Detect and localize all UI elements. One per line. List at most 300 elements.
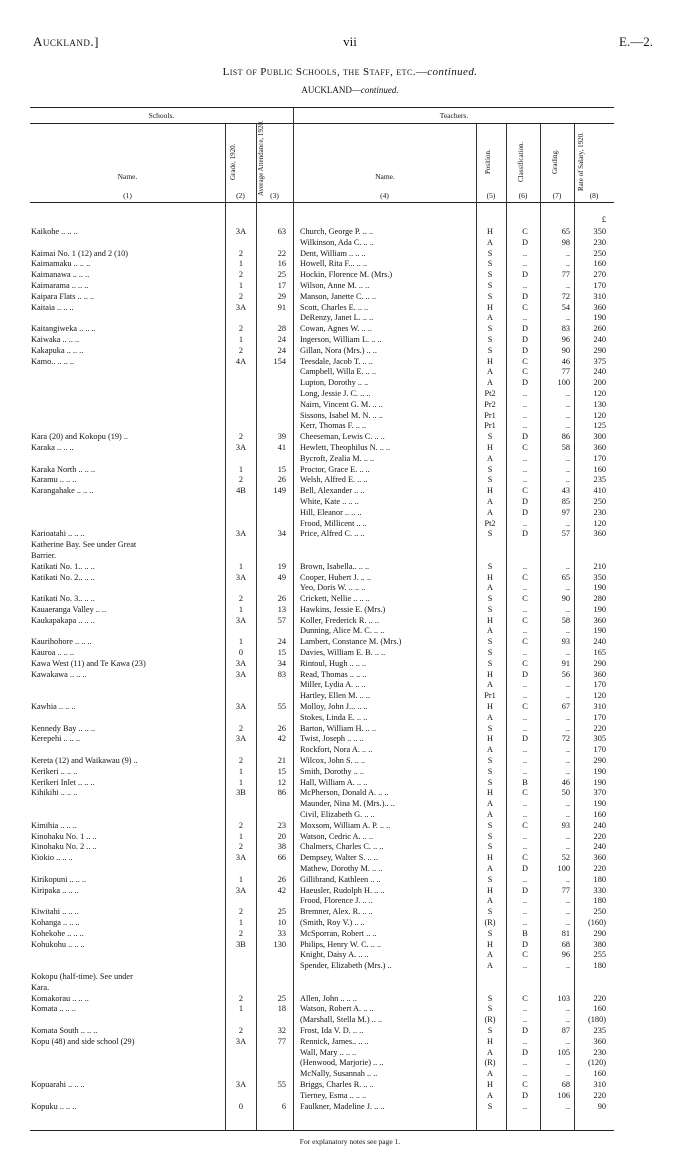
table-row xyxy=(0,691,700,702)
position-cell: H xyxy=(487,356,493,366)
salary-cell: 240 xyxy=(593,842,606,852)
table-row xyxy=(0,432,700,443)
salary-cell: 360 xyxy=(593,442,606,452)
grading-cell: 52 xyxy=(561,853,570,863)
col-number: (5) xyxy=(486,191,496,200)
teacher-name-cell: Frost, Ida V. D. .. .. xyxy=(300,1025,364,1035)
grading-cell: 100 xyxy=(557,864,570,874)
teacher-name-cell: Proctor, Grace E. .. .. xyxy=(300,464,370,474)
grading-cell: .. xyxy=(565,410,570,420)
position-cell: Pr1 xyxy=(484,410,496,420)
salary-cell: 130 xyxy=(593,399,606,409)
salary-cell: 220 xyxy=(593,1090,606,1100)
school-name-cell: Kaimai No. 1 (12) and 2 (10) xyxy=(31,248,129,258)
grading-cell: 57 xyxy=(561,529,570,539)
table-row xyxy=(0,961,700,972)
attendance-cell: 26 xyxy=(277,874,286,884)
title-cont: continued. xyxy=(427,66,478,78)
attendance-cell: 66 xyxy=(277,853,286,863)
attendance-cell: 16 xyxy=(277,259,286,269)
classification-cell: .. xyxy=(522,1015,528,1025)
position-cell: H xyxy=(487,486,493,496)
grade-cell: 1 xyxy=(238,259,244,269)
header-bottom-rule xyxy=(30,202,614,203)
grade-cell: 3A xyxy=(235,1079,247,1089)
school-name-cell: Kaitangiweka .. .. .. xyxy=(31,324,96,334)
position-cell: Pt2 xyxy=(484,388,496,398)
grading-cell: .. xyxy=(565,842,570,852)
classification-cell: .. xyxy=(522,518,528,528)
table-row xyxy=(0,1091,700,1102)
group-schools: Schools. xyxy=(148,111,175,120)
classification-cell: .. xyxy=(522,799,528,809)
school-name-cell: Katikati No. 1.. .. .. xyxy=(31,561,95,571)
position-cell: A xyxy=(487,237,493,247)
col-number: (7) xyxy=(552,191,562,200)
table-row xyxy=(0,1080,700,1091)
table-row xyxy=(0,562,700,573)
col-number: (2) xyxy=(236,191,245,200)
table-row xyxy=(0,648,700,659)
teacher-name-cell: McSporran, Robert .. .. xyxy=(300,928,377,938)
salary-cell: 170 xyxy=(593,745,606,755)
table-row xyxy=(0,594,700,605)
classification-cell: C xyxy=(522,788,528,798)
attendance-cell: 26 xyxy=(277,723,286,733)
attendance-cell: 15 xyxy=(277,766,286,776)
salary-cell: 350 xyxy=(593,227,606,236)
col-number: (4) xyxy=(380,191,389,200)
salary-cell: 360 xyxy=(593,529,606,539)
position-cell: A xyxy=(487,712,493,722)
position-cell: A xyxy=(487,453,493,463)
attendance-cell: 15 xyxy=(277,648,286,658)
salary-cell: 210 xyxy=(593,561,606,571)
attendance-cell: 6 xyxy=(281,1101,286,1111)
classification-cell: D xyxy=(522,1025,528,1035)
attendance-cell: 83 xyxy=(277,669,286,679)
salary-cell: 180 xyxy=(593,874,606,884)
classification-cell: D xyxy=(522,1047,528,1057)
position-cell: A xyxy=(487,680,493,690)
teacher-name-cell: Wilcox, John S. .. .. xyxy=(300,756,366,766)
classification-cell: .. xyxy=(522,388,528,398)
position-cell: H xyxy=(487,227,493,236)
table-row xyxy=(0,411,700,422)
attendance-cell: 38 xyxy=(277,842,286,852)
grade-cell: 3A xyxy=(235,529,247,539)
classification-cell: D xyxy=(522,334,528,344)
table-row xyxy=(0,1037,700,1048)
position-cell: A xyxy=(487,961,493,971)
salary-cell: 360 xyxy=(593,615,606,625)
salary-cell: 160 xyxy=(593,464,606,474)
attendance-cell: 12 xyxy=(277,777,286,787)
table-row xyxy=(0,227,700,238)
position-cell: S xyxy=(487,842,493,852)
table-row xyxy=(0,270,700,281)
teacher-name-cell: Lambert, Constance M. (Mrs.) xyxy=(300,637,402,647)
grading-cell: 86 xyxy=(561,432,570,442)
grading-cell: .. xyxy=(565,896,570,906)
school-name-cell: Kohukohu .. .. .. xyxy=(31,939,85,949)
salary-cell: 190 xyxy=(593,313,606,323)
teacher-name-cell: Tierney, Esma .. .. .. xyxy=(300,1090,367,1100)
table-row xyxy=(0,929,700,940)
classification-cell: D xyxy=(522,291,528,301)
classification-cell: .. xyxy=(522,648,528,658)
table-row xyxy=(0,249,700,260)
grading-cell: 65 xyxy=(561,572,570,582)
table-row xyxy=(0,529,700,540)
position-cell: S xyxy=(487,907,493,917)
classification-cell: .. xyxy=(522,712,528,722)
classification-cell: C xyxy=(522,820,528,830)
teacher-name-cell: Wilkinson, Ada C. .. .. xyxy=(300,237,374,247)
teacher-name-cell: Dent, William .. .. .. xyxy=(300,248,366,258)
grade-cell: 3A xyxy=(235,885,247,895)
teacher-name-cell: Cheeseman, Lewis C. .. .. xyxy=(300,432,385,442)
grade-cell: 3A xyxy=(235,302,247,312)
grading-cell: .. xyxy=(565,766,570,776)
position-cell: A xyxy=(487,745,493,755)
table-row xyxy=(0,1004,700,1015)
classification-cell: D xyxy=(522,885,528,895)
grading-cell: 93 xyxy=(561,820,570,830)
table-row xyxy=(0,454,700,465)
grading-cell: .. xyxy=(565,907,570,917)
table-row xyxy=(0,821,700,832)
position-cell: S xyxy=(487,345,493,355)
school-name-cell: Katikati No. 2.. .. .. xyxy=(31,572,95,582)
teacher-name-cell: Cowan, Agnes W. .. .. xyxy=(300,324,372,334)
table-row xyxy=(0,1069,700,1080)
col-number: (3) xyxy=(270,191,279,200)
salary-cell: 190 xyxy=(593,583,606,593)
page-subtitle xyxy=(0,85,700,95)
grading-cell: 43 xyxy=(561,486,570,496)
grade-cell: 3A xyxy=(235,658,247,668)
position-cell: S xyxy=(487,529,493,539)
grade-cell: 1 xyxy=(238,766,244,776)
salary-cell: 300 xyxy=(593,432,606,442)
grading-cell: .. xyxy=(565,1058,570,1068)
teacher-name-cell: Cooper, Hubert J. .. .. xyxy=(300,572,372,582)
grade-cell: 2 xyxy=(238,475,244,485)
classification-cell: B xyxy=(522,928,528,938)
teacher-name-cell: Hall, William A. .. .. xyxy=(300,777,368,787)
classification-cell: C xyxy=(522,486,528,496)
grading-cell: .. xyxy=(565,918,570,927)
page-title xyxy=(0,66,700,78)
school-name-cell: Kohanga .. .. .. xyxy=(31,918,80,927)
position-cell: (R) xyxy=(484,918,496,927)
grading-cell: .. xyxy=(565,280,570,290)
teacher-name-cell: (Smith, Roy V.) .. .. xyxy=(300,918,365,927)
grade-cell: 1 xyxy=(238,874,244,884)
grading-cell: .. xyxy=(565,388,570,398)
salary-cell: 235 xyxy=(593,1025,606,1035)
table-row xyxy=(0,842,700,853)
teacher-name-cell: Hewlett, Theophilus N. .. .. xyxy=(300,442,391,452)
grade-cell: 1 xyxy=(238,831,244,841)
position-cell: S xyxy=(487,1025,493,1035)
table-row xyxy=(0,864,700,875)
table-row xyxy=(0,497,700,508)
classification-cell: .. xyxy=(522,453,528,463)
salary-cell: 280 xyxy=(593,594,606,604)
grade-cell: 3A xyxy=(235,734,247,744)
school-name-cell: Kakapuka .. .. .. xyxy=(31,345,84,355)
col-school-name: Name. xyxy=(117,172,138,181)
teacher-name-cell: (Henwood, Marjorie) .. .. xyxy=(300,1058,384,1068)
teacher-name-cell: Wilson, Anne M. .. .. xyxy=(300,280,370,290)
teacher-name-cell: Knight, Daisy A. .. .. xyxy=(300,950,369,960)
teacher-name-cell: Crickett, Nellie .. .. .. xyxy=(300,594,370,604)
school-name-cell: Kauroa .. .. .. xyxy=(31,648,75,658)
table-bottom-rule xyxy=(30,1130,614,1131)
grading-cell: .. xyxy=(565,604,570,614)
table-row xyxy=(0,324,700,335)
teacher-name-cell: Civil, Elizabeth G. .. .. xyxy=(300,810,375,820)
classification-cell: D xyxy=(522,669,528,679)
salary-cell: 240 xyxy=(593,637,606,647)
teacher-name-cell: Chalmers, Charles C. .. .. xyxy=(300,842,384,852)
table-row xyxy=(0,702,700,713)
classification-cell: D xyxy=(522,270,528,280)
attendance-cell: 57 xyxy=(277,615,286,625)
position-cell: S xyxy=(487,993,493,1003)
salary-cell: 360 xyxy=(593,669,606,679)
position-cell: H xyxy=(487,1036,493,1046)
table-row xyxy=(0,421,700,432)
position-cell: A xyxy=(487,626,493,636)
teacher-name-cell: Miller, Lydia A. .. .. xyxy=(300,680,366,690)
grade-cell: 2 xyxy=(238,248,244,258)
school-name-cell: Kaimarama .. .. .. xyxy=(31,280,89,290)
table-row xyxy=(0,767,700,778)
grading-cell: 56 xyxy=(561,669,570,679)
classification-cell: .. xyxy=(522,766,528,776)
classification-cell: .. xyxy=(522,745,528,755)
salary-cell: 170 xyxy=(593,280,606,290)
classification-cell: C xyxy=(522,356,528,366)
teacher-name-cell: Koller, Frederick R. .. .. xyxy=(300,615,379,625)
grading-cell: .. xyxy=(565,1069,570,1079)
school-name-cell: Karamu .. .. .. xyxy=(31,475,77,485)
grading-cell: .. xyxy=(565,874,570,884)
classification-cell: C xyxy=(522,572,528,582)
running-head-right: E.—2. xyxy=(619,34,653,49)
classification-cell: .. xyxy=(522,561,528,571)
subtitle-main: AUCKLAND— xyxy=(301,85,361,95)
classification-cell: .. xyxy=(522,259,528,269)
position-cell: S xyxy=(487,334,493,344)
table-row xyxy=(0,983,700,994)
position-cell: S xyxy=(487,648,493,658)
classification-cell: D xyxy=(522,324,528,334)
classification-cell: C xyxy=(522,993,528,1003)
attendance-cell: 23 xyxy=(277,820,286,830)
salary-cell: 220 xyxy=(593,864,606,874)
table-row xyxy=(0,994,700,1005)
teacher-name-cell: Kerr, Thomas F. .. .. xyxy=(300,421,367,431)
col-salary: Rate of Salary, 1920. xyxy=(577,132,585,192)
grading-cell: .. xyxy=(565,799,570,809)
teacher-name-cell: Nairn, Vincent G. M. .. .. xyxy=(300,399,383,409)
salary-cell: 160 xyxy=(593,810,606,820)
attendance-cell: 41 xyxy=(277,442,286,452)
grading-cell: .. xyxy=(565,723,570,733)
teacher-name-cell: Maunder, Nina M. (Mrs.).. .. xyxy=(300,799,395,809)
school-name-cell: Kiripaka .. .. .. xyxy=(31,885,79,895)
grading-cell: 77 xyxy=(561,367,570,377)
salary-cell: 220 xyxy=(593,831,606,841)
grade-cell: 1 xyxy=(238,464,244,474)
teacher-name-cell: Gillibrand, Kathleen .. .. xyxy=(300,874,381,884)
classification-cell: B xyxy=(522,777,528,787)
grading-cell: .. xyxy=(565,691,570,701)
grade-cell: 3A xyxy=(235,615,247,625)
position-cell: S xyxy=(487,464,493,474)
table-row xyxy=(0,788,700,799)
attendance-cell: 77 xyxy=(277,1036,286,1046)
salary-cell: 180 xyxy=(593,961,606,971)
classification-cell: .. xyxy=(522,475,528,485)
position-cell: Pr2 xyxy=(484,399,496,409)
salary-cell: 120 xyxy=(593,518,606,528)
classification-cell: .. xyxy=(522,604,528,614)
salary-cell: 240 xyxy=(593,367,606,377)
school-name-cell: Kerikeri .. .. .. xyxy=(31,766,78,776)
grade-cell: 1 xyxy=(238,1004,244,1014)
grading-cell: 100 xyxy=(557,378,570,388)
position-cell: A xyxy=(487,896,493,906)
attendance-cell: 34 xyxy=(277,529,286,539)
table-row xyxy=(0,475,700,486)
grading-cell: .. xyxy=(565,313,570,323)
classification-cell: .. xyxy=(522,961,528,971)
school-name-cell: Kohekohe .. .. .. xyxy=(31,928,84,938)
school-name-cell: Kamo.. .. .. .. xyxy=(31,356,75,366)
salary-cell: 290 xyxy=(593,658,606,668)
teacher-name-cell: Spender, Elizabeth (Mrs.) .. xyxy=(300,961,392,971)
salary-cell: 290 xyxy=(593,928,606,938)
salary-cell: 250 xyxy=(593,496,606,506)
position-cell: S xyxy=(487,561,493,571)
salary-cell: 170 xyxy=(593,453,606,463)
footer-note: For explanatory notes see page 1. xyxy=(299,1137,401,1146)
grade-cell: 3A xyxy=(235,227,247,236)
grade-cell: 3A xyxy=(235,1036,247,1046)
position-cell: H xyxy=(487,853,493,863)
grade-cell: 1 xyxy=(238,918,244,927)
table-row xyxy=(0,1058,700,1069)
table-row xyxy=(0,875,700,886)
school-name-cell: Kawakawa .. .. .. xyxy=(31,669,87,679)
grading-cell: .. xyxy=(565,421,570,431)
table-row xyxy=(0,281,700,292)
grade-cell: 3A xyxy=(235,853,247,863)
position-cell: H xyxy=(487,939,493,949)
attendance-cell: 39 xyxy=(277,432,286,442)
position-cell: A xyxy=(487,950,493,960)
position-cell: A xyxy=(487,810,493,820)
teacher-name-cell: Scott, Charles E. .. .. xyxy=(300,302,369,312)
school-name-cell: Karioatahi .. .. .. xyxy=(31,529,85,539)
position-cell: S xyxy=(487,259,493,269)
salary-cell: 410 xyxy=(593,486,606,496)
grading-cell: 58 xyxy=(561,442,570,452)
table-row xyxy=(0,486,700,497)
classification-cell: D xyxy=(522,378,528,388)
salary-cell: 370 xyxy=(593,788,606,798)
grading-cell: 68 xyxy=(561,1079,570,1089)
col-number: (1) xyxy=(123,191,132,200)
grading-cell: 90 xyxy=(561,594,570,604)
salary-cell: 170 xyxy=(593,680,606,690)
salary-cell: 290 xyxy=(593,756,606,766)
page-number: vii xyxy=(343,34,357,49)
grading-cell: 77 xyxy=(561,885,570,895)
position-cell: S xyxy=(487,874,493,884)
grading-cell: 87 xyxy=(561,1025,570,1035)
attendance-cell: 20 xyxy=(277,831,286,841)
grading-cell: 67 xyxy=(561,702,570,712)
school-name-cell: Kawa West (11) and Te Kawa (23) xyxy=(31,658,146,668)
classification-cell: C xyxy=(522,658,528,668)
grading-cell: .. xyxy=(565,453,570,463)
salary-cell: 310 xyxy=(593,702,606,712)
table-row xyxy=(0,389,700,400)
classification-cell: .. xyxy=(522,756,528,766)
grading-cell: .. xyxy=(565,464,570,474)
school-name-cell: Kennedy Bay .. .. .. xyxy=(31,723,96,733)
grading-cell: .. xyxy=(565,626,570,636)
grading-cell: 72 xyxy=(561,291,570,301)
school-name-cell: Kimihia .. .. .. xyxy=(31,820,77,830)
table-row xyxy=(0,810,700,821)
group-rule xyxy=(30,123,614,124)
classification-cell: D xyxy=(522,1090,528,1100)
attendance-cell: 63 xyxy=(277,227,286,236)
position-cell: H xyxy=(487,702,493,712)
salary-cell: 230 xyxy=(593,1047,606,1057)
position-cell: S xyxy=(487,594,493,604)
school-name-cell: Komakorau .. .. .. xyxy=(31,993,89,1003)
attendance-cell: 24 xyxy=(277,345,286,355)
school-name-cell: Kaurihohore .. .. .. xyxy=(31,637,92,647)
grading-cell: 46 xyxy=(561,356,570,366)
salary-cell: 255 xyxy=(593,950,606,960)
teacher-name-cell: McNally, Susannah .. .. xyxy=(300,1069,378,1079)
position-cell: H xyxy=(487,669,493,679)
position-cell: H xyxy=(487,302,493,312)
classification-cell: D xyxy=(522,939,528,949)
grading-cell: 83 xyxy=(561,324,570,334)
grading-cell: 58 xyxy=(561,615,570,625)
classification-cell: C xyxy=(522,637,528,647)
running-head-left: Auckland.] xyxy=(33,34,99,49)
position-cell: A xyxy=(487,507,493,517)
grade-cell: 2 xyxy=(238,842,244,852)
position-cell: S xyxy=(487,831,493,841)
table-row xyxy=(0,551,700,562)
classification-cell: .. xyxy=(522,421,528,431)
teacher-name-cell: Dunning, Alice M. C. .. .. xyxy=(300,626,385,636)
table-row xyxy=(0,907,700,918)
teacher-name-cell: Dempsey, Walter S. .. .. xyxy=(300,853,378,863)
